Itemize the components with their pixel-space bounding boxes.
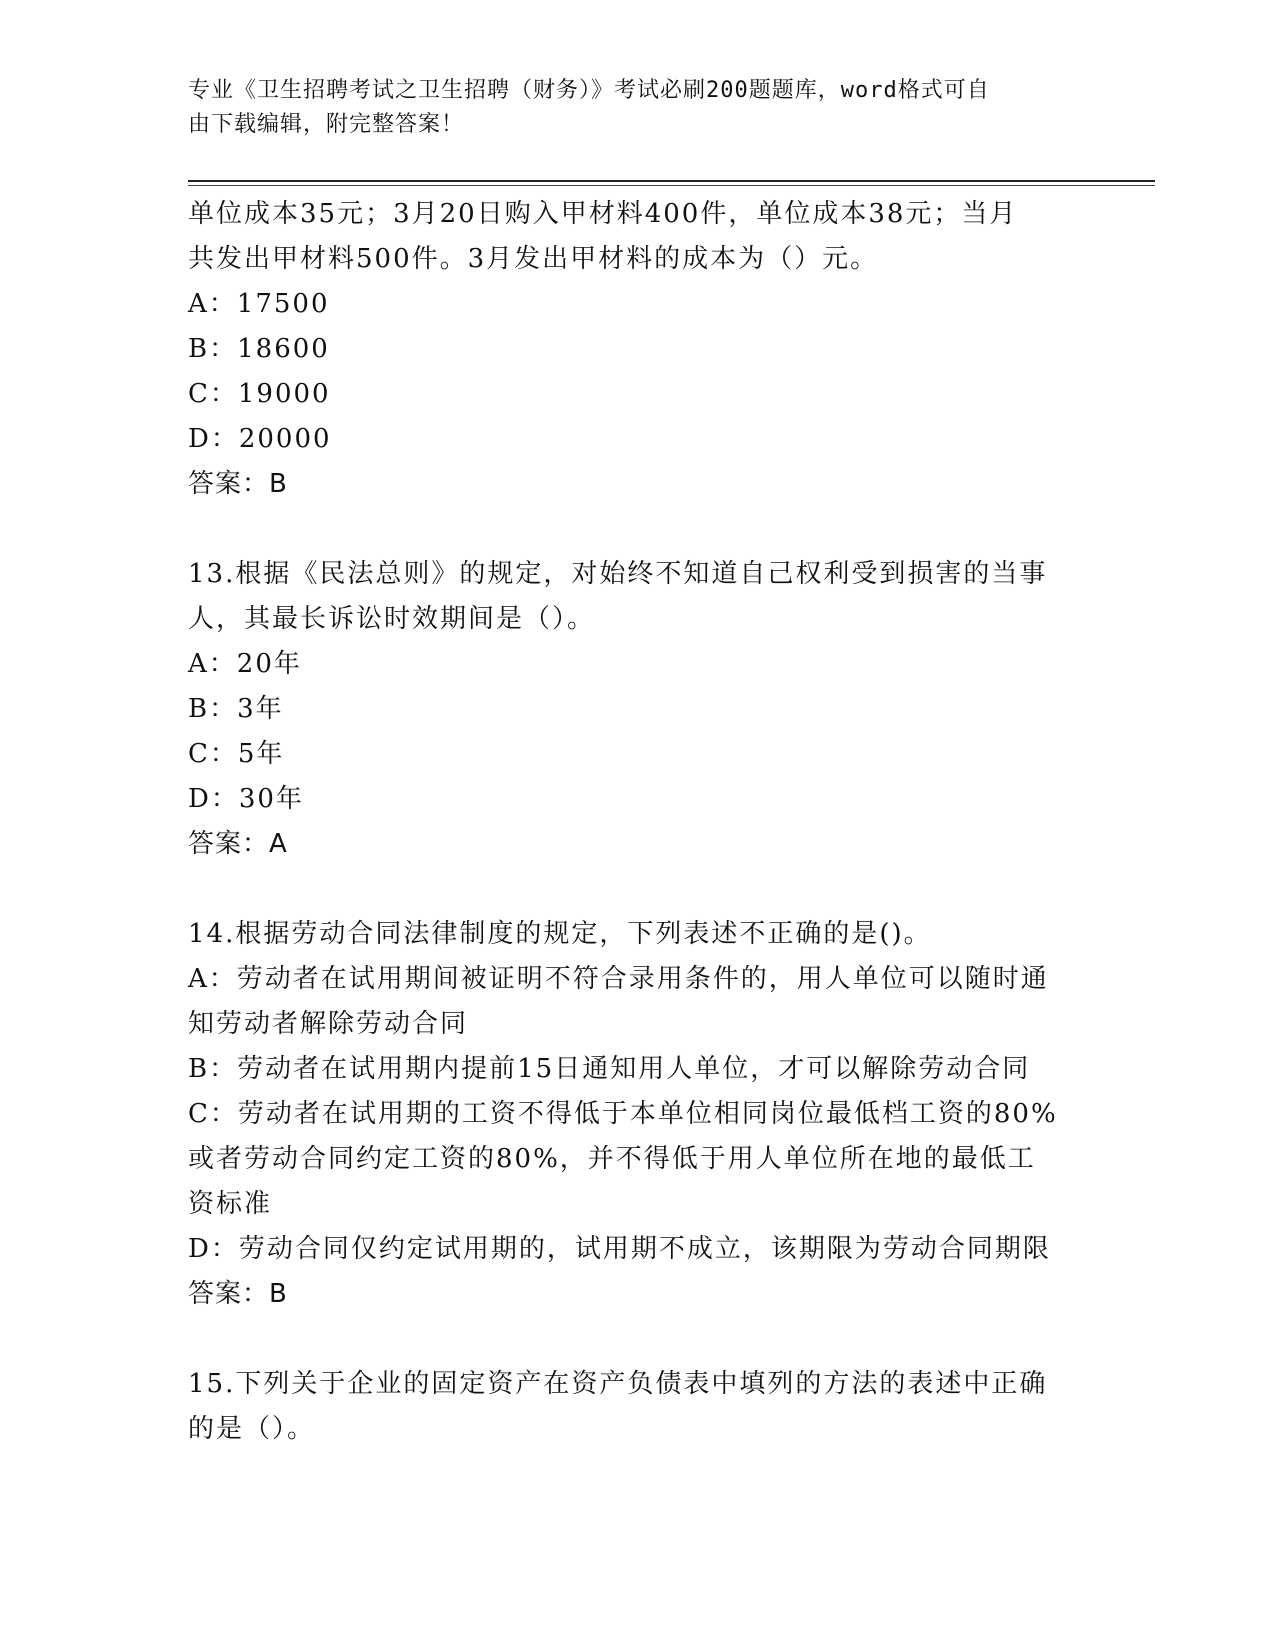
- option-c: C：19000: [188, 379, 331, 409]
- question-stem-line: 共发出甲材料500件。3月发出甲材料的成本为（）元。: [188, 244, 879, 274]
- option-c: C：5年: [188, 739, 285, 769]
- option-d: D：30年: [188, 784, 304, 814]
- header-title-line-1: 专业《卫生招聘考试之卫生招聘（财务）》考试必刷200题题库，word格式可自: [188, 78, 990, 103]
- question-spacer: [188, 867, 1088, 912]
- question-12: [188, 192, 1088, 507]
- option-b: B：3年: [188, 694, 284, 724]
- question-stem-line: 单位成本35元；3月20日购入甲材料400件，单位成本38元；当月: [188, 199, 1018, 229]
- question-spacer: [188, 507, 1088, 552]
- question-stem-line: 人，其最长诉讼时效期间是（）。: [188, 604, 596, 634]
- option-a-continuation: 知劳动者解除劳动合同: [188, 1009, 469, 1039]
- header-divider-thick: [188, 180, 1155, 182]
- answer-line: 答案：B: [188, 469, 288, 499]
- option-a: A：17500: [188, 289, 330, 319]
- option-d: D：劳动合同仅约定试用期的，试用期不成立，该期限为劳动合同期限: [188, 1234, 1051, 1264]
- option-b: B：18600: [188, 334, 330, 364]
- question-13: [188, 552, 1088, 867]
- question-stem-line: 13.根据《民法总则》的规定，对始终不知道自己权利受到损害的当事: [188, 559, 1048, 589]
- option-b: B：劳动者在试用期内提前15日通知用人单位，才可以解除劳动合同: [188, 1054, 1031, 1084]
- header-title-line-2: 由下载编辑，附完整答案！: [188, 112, 465, 137]
- option-c-continuation: 或者劳动合同约定工资的80%，并不得低于用人单位所在地的最低工: [188, 1144, 1036, 1174]
- header-divider-thin: [188, 185, 1155, 186]
- option-a: A：20年: [188, 649, 302, 679]
- question-content: [188, 192, 1088, 1452]
- option-a: A：劳动者在试用期间被证明不符合录用条件的，用人单位可以随时通: [188, 964, 1049, 994]
- option-c: C：劳动者在试用期的工资不得低于本单位相同岗位最低档工资的80%: [188, 1099, 1058, 1129]
- question-stem-line: 14.根据劳动合同法律制度的规定，下列表述不正确的是()。: [188, 919, 932, 949]
- answer-line: 答案：A: [188, 829, 288, 859]
- question-15: [188, 1362, 1088, 1452]
- question-14: [188, 912, 1088, 1317]
- answer-line: 答案：B: [188, 1279, 288, 1309]
- question-stem-line: 15.下列关于企业的固定资产在资产负债表中填列的方法的表述中正确: [188, 1369, 1048, 1399]
- option-c-continuation: 资标准: [188, 1189, 273, 1219]
- document-header: [188, 74, 1088, 142]
- question-spacer: [188, 1317, 1088, 1362]
- option-d: D：20000: [188, 424, 332, 454]
- question-stem-line: 的是（）。: [188, 1414, 316, 1444]
